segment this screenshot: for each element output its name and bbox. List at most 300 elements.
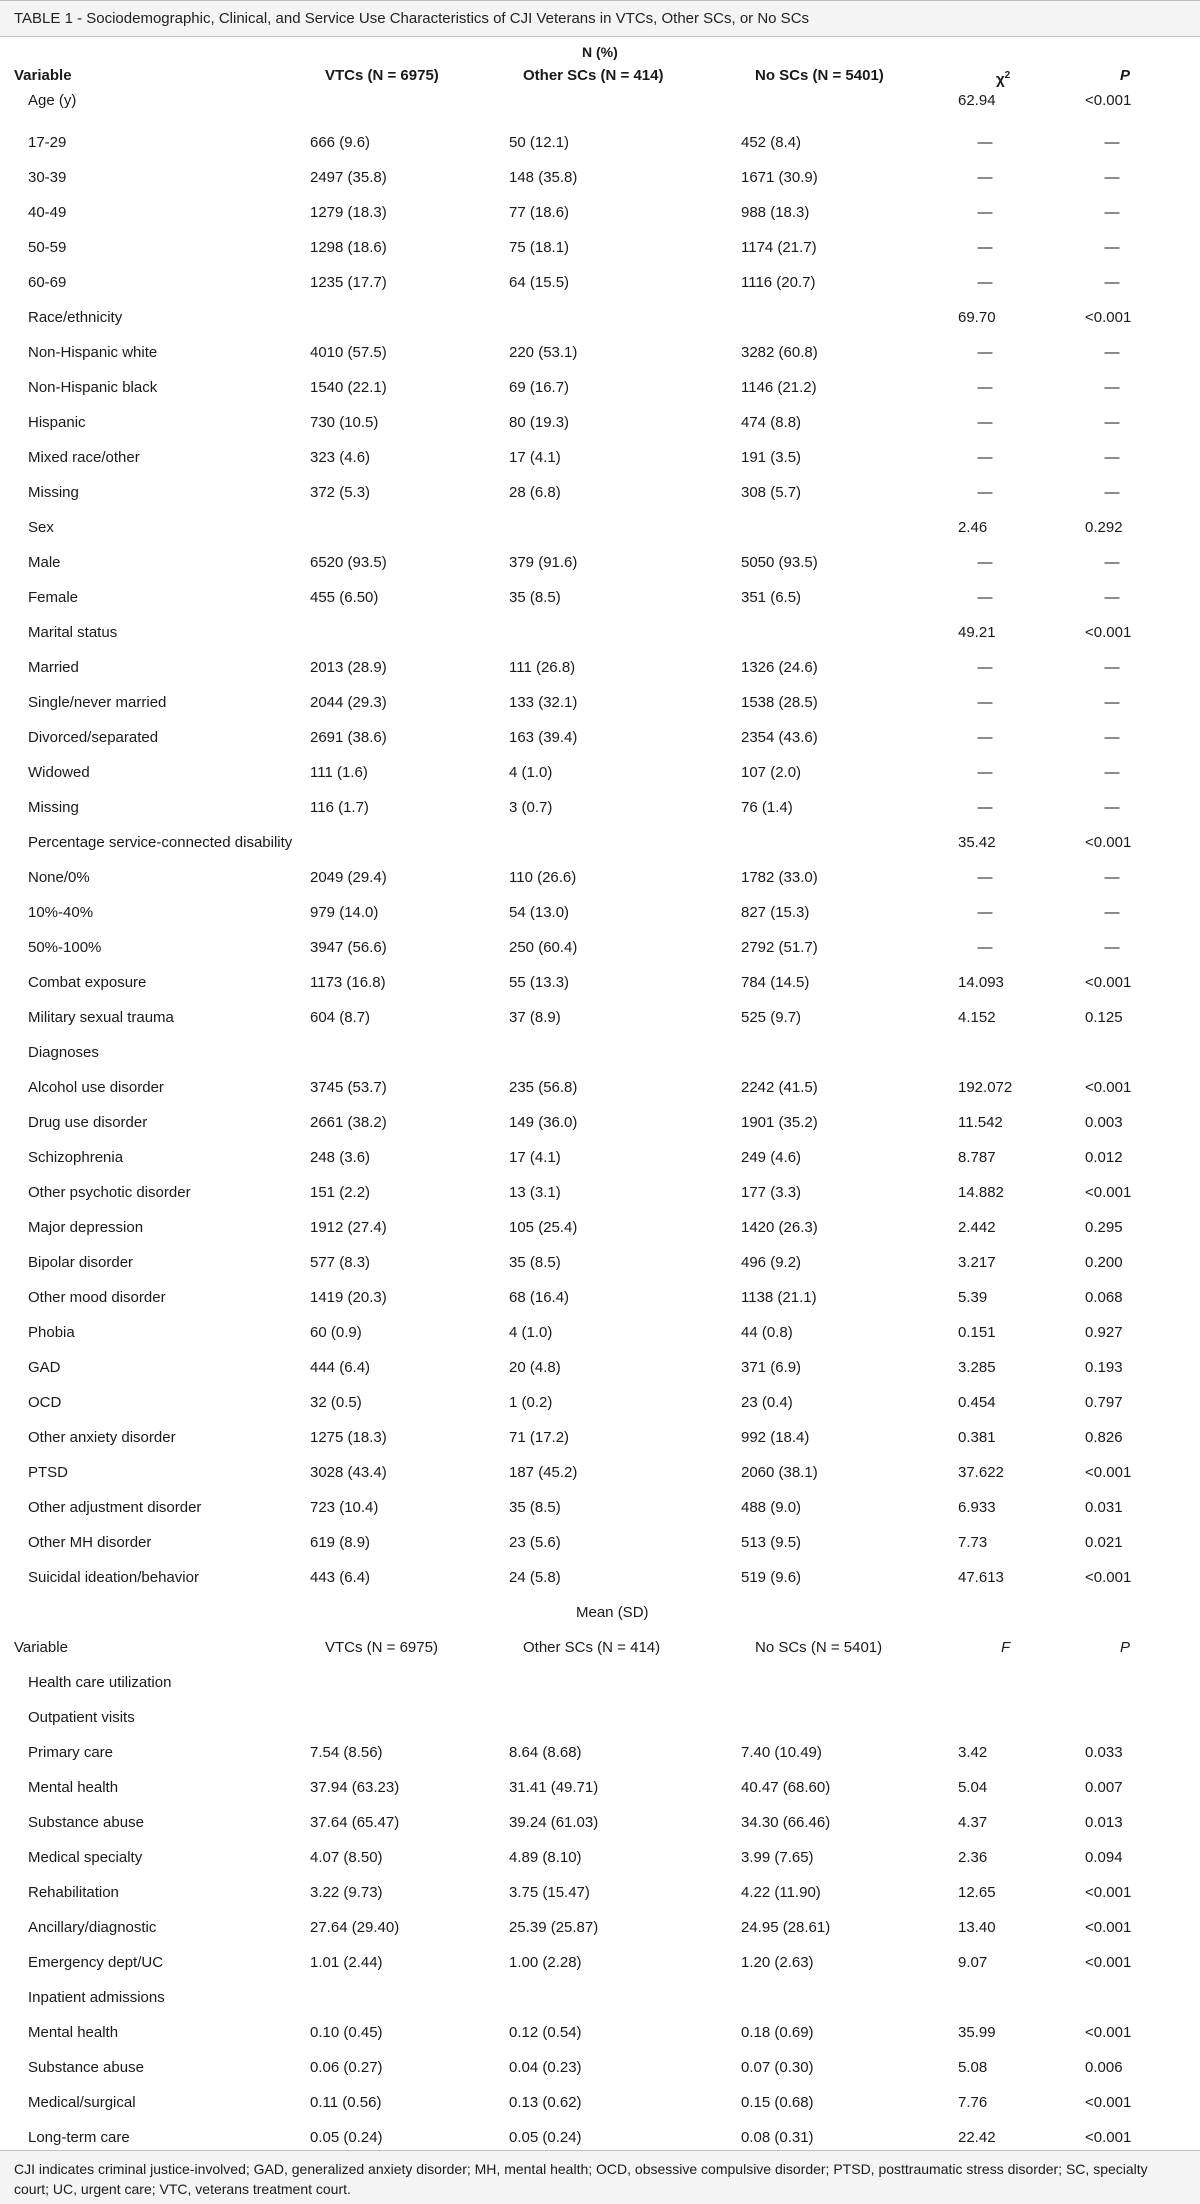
cell-p: 0.826 (1085, 1429, 1123, 1446)
cell-p: <0.001 (1085, 92, 1132, 109)
cell-none: 249 (4.6) (741, 1149, 802, 1166)
cell-none: 1782 (33.0) (741, 869, 818, 886)
cell-label: Medical/surgical (28, 2094, 136, 2111)
table-row (0, 1490, 1200, 1525)
table-row (0, 1210, 1200, 1245)
cell-p: <0.001 (1085, 2094, 1132, 2111)
cell-other: 111 (26.8) (509, 659, 576, 676)
cell-stat: 4.37 (958, 1814, 988, 1831)
cell-none: 1326 (24.6) (741, 659, 818, 676)
cell-label: Hispanic (28, 414, 86, 431)
cell-p: <0.001 (1085, 974, 1132, 991)
cell-label: Military sexual trauma (28, 1009, 174, 1026)
column-header-row (0, 61, 1200, 91)
cell-p: — (1104, 694, 1120, 711)
table-row (0, 1420, 1200, 1455)
cell-stat: — (977, 694, 993, 711)
cell-vtc: 2661 (38.2) (310, 1114, 387, 1131)
cell-other: 35 (8.5) (509, 589, 561, 606)
cell-none: 1671 (30.9) (741, 169, 818, 186)
cell-stat: — (977, 414, 993, 431)
cell-p: — (1104, 659, 1120, 676)
cell-stat: 7.76 (958, 2094, 988, 2111)
table-row (0, 1875, 1200, 1910)
cell-p: — (1104, 764, 1120, 781)
cell-none: 1138 (21.1) (741, 1289, 817, 1306)
cell-p: — (1104, 449, 1120, 466)
cell-stat: 4.152 (958, 1009, 996, 1026)
table-row (0, 895, 1200, 930)
cell-none: 2354 (43.6) (741, 729, 818, 746)
cell-vtc: 1.01 (2.44) (310, 1954, 383, 1971)
cell-p: — (1104, 379, 1120, 396)
cell-stat: — (977, 659, 993, 676)
cell-other: 64 (15.5) (509, 274, 570, 291)
cell-label: Marital status (28, 624, 118, 641)
cell-none: 1538 (28.5) (741, 694, 818, 711)
table-row (0, 1350, 1200, 1385)
cell-label: GAD (28, 1359, 61, 1376)
cell-vtc: 248 (3.6) (310, 1149, 371, 1166)
cell-vtc: 1419 (20.3) (310, 1289, 387, 1306)
cell-p: <0.001 (1085, 2024, 1132, 2041)
cell-none: 0.18 (0.69) (741, 2024, 814, 2041)
table-row (0, 510, 1200, 545)
cell-vtc: 979 (14.0) (310, 904, 379, 921)
cell-none: 24.95 (28.61) (741, 1919, 831, 1936)
table-row (0, 1665, 1200, 1700)
cell-stat: 192.072 (958, 1079, 1013, 1096)
cell-other: 54 (13.0) (509, 904, 570, 921)
cell-stat: — (977, 274, 993, 291)
cell-vtc: 3.22 (9.73) (310, 1884, 383, 1901)
cell-other: 4 (1.0) (509, 1324, 553, 1341)
cell-stat: — (977, 729, 993, 746)
cell-vtc: 37.64 (65.47) (310, 1814, 400, 1831)
table-row (0, 1070, 1200, 1105)
cell-none: 525 (9.7) (741, 1009, 802, 1026)
cell-p: 0.006 (1085, 2059, 1123, 2076)
cell-label: Female (28, 589, 79, 606)
cell-vtc: 7.54 (8.56) (310, 1744, 383, 1761)
cell-other: 0.12 (0.54) (509, 2024, 582, 2041)
cell-p: — (1104, 589, 1120, 606)
cell-stat: — (977, 799, 993, 816)
cell-stat: 3.217 (958, 1254, 996, 1271)
cell-label: Mixed race/other (28, 449, 140, 466)
header2-f: F (1001, 1639, 1011, 1656)
cell-p: — (1104, 169, 1120, 186)
table-row (0, 860, 1200, 895)
cell-none: 0.08 (0.31) (741, 2129, 814, 2146)
cell-none: 177 (3.3) (741, 1184, 802, 1201)
cell-stat: 35.99 (958, 2024, 996, 2041)
cell-stat: — (977, 169, 993, 186)
cell-other: 25.39 (25.87) (509, 1919, 599, 1936)
header-p: P (1120, 67, 1131, 84)
cell-p: — (1104, 239, 1120, 256)
cell-vtc: 60 (0.9) (310, 1324, 362, 1341)
cell-other: 35 (8.5) (509, 1499, 561, 1516)
cell-stat: 62.94 (958, 92, 996, 109)
cell-other: 77 (18.6) (509, 204, 570, 221)
cell-p: 0.295 (1085, 1219, 1123, 1236)
cell-p: — (1104, 799, 1120, 816)
cell-p: <0.001 (1085, 834, 1132, 851)
cell-none: 1174 (21.7) (741, 239, 817, 256)
cell-stat: — (977, 204, 993, 221)
cell-vtc: 1540 (22.1) (310, 379, 387, 396)
cell-stat: — (977, 869, 993, 886)
cell-stat: — (977, 939, 993, 956)
cell-p: <0.001 (1085, 624, 1132, 641)
cell-label: Divorced/separated (28, 729, 159, 746)
table-row (0, 755, 1200, 790)
table-row (0, 230, 1200, 265)
cell-none: 1116 (20.7) (741, 274, 816, 291)
cell-none: 2060 (38.1) (741, 1464, 818, 1481)
cell-vtc: 2497 (35.8) (310, 169, 387, 186)
cell-stat: — (977, 134, 993, 151)
cell-p: 0.193 (1085, 1359, 1123, 1376)
cell-p: 0.200 (1085, 1254, 1123, 1271)
cell-vtc: 0.05 (0.24) (310, 2129, 383, 2146)
cell-stat: — (977, 344, 993, 361)
cell-label: Ancillary/diagnostic (28, 1919, 157, 1936)
table-title: TABLE 1 - Sociodemographic, Clinical, and Service Use Characteristics of CJI Veterans in VTCs, Other SCs, or No SCs (0, 0, 1200, 37)
table-row (0, 720, 1200, 755)
cell-none: 40.47 (68.60) (741, 1779, 831, 1796)
mean-sd-header-row (0, 1595, 1200, 1630)
cell-none: 827 (15.3) (741, 904, 810, 921)
cell-label: 40-49 (28, 204, 67, 221)
cell-label: Married (28, 659, 79, 676)
cell-label: 10%-40% (28, 904, 94, 921)
cell-p: <0.001 (1085, 2129, 1132, 2146)
cell-label: Non-Hispanic black (28, 379, 158, 396)
cell-other: 50 (12.1) (509, 134, 570, 151)
cell-vtc: 0.06 (0.27) (310, 2059, 383, 2076)
cell-other: 250 (60.4) (509, 939, 578, 956)
cell-p: 0.292 (1085, 519, 1123, 536)
cell-label: Schizophrenia (28, 1149, 124, 1166)
cell-none: 2242 (41.5) (741, 1079, 818, 1096)
cell-none: 0.07 (0.30) (741, 2059, 814, 2076)
cell-vtc: 3028 (43.4) (310, 1464, 387, 1481)
header-other-sc: Other SCs (N = 414) (523, 67, 664, 84)
table-row (0, 545, 1200, 580)
cell-stat: — (977, 379, 993, 396)
cell-stat: 5.04 (958, 1779, 988, 1796)
cell-vtc: 619 (8.9) (310, 1534, 371, 1551)
header-chi-square (996, 61, 1010, 91)
cell-p: <0.001 (1085, 1884, 1132, 1901)
cell-label: Phobia (28, 1324, 75, 1341)
cell-p: <0.001 (1085, 1569, 1132, 1586)
cell-other: 17 (4.1) (509, 449, 561, 466)
table-row (0, 1140, 1200, 1175)
cell-other: 17 (4.1) (509, 1149, 561, 1166)
cell-p: — (1104, 904, 1120, 921)
cell-vtc: 2049 (29.4) (310, 869, 387, 886)
cell-vtc: 2044 (29.3) (310, 694, 387, 711)
chi-superscript: 2 (1004, 70, 1011, 81)
table-row (0, 475, 1200, 510)
table-row (0, 1945, 1200, 1980)
cell-other: 0.04 (0.23) (509, 2059, 582, 2076)
cell-none: 76 (1.4) (741, 799, 793, 816)
cell-vtc: 666 (9.6) (310, 134, 371, 151)
cell-label: Other psychotic disorder (28, 1184, 191, 1201)
table-row (0, 405, 1200, 440)
cell-label: Health care utilization (28, 1674, 172, 1691)
cell-p: 0.003 (1085, 1114, 1123, 1131)
cell-label: Emergency dept/UC (28, 1954, 164, 1971)
cell-other: 1 (0.2) (509, 1394, 553, 1411)
cell-other: 23 (5.6) (509, 1534, 561, 1551)
cell-none: 191 (3.5) (741, 449, 802, 466)
table-row (0, 160, 1200, 195)
cell-vtc: 4.07 (8.50) (310, 1849, 383, 1866)
cell-p: 0.013 (1085, 1814, 1123, 1831)
table-row (0, 440, 1200, 475)
cell-none: 23 (0.4) (741, 1394, 793, 1411)
cell-vtc: 3745 (53.7) (310, 1079, 387, 1096)
cell-none: 5050 (93.5) (741, 554, 818, 571)
cell-label: Race/ethnicity (28, 309, 123, 326)
table-row (0, 825, 1200, 860)
cell-label: Other mood disorder (28, 1289, 166, 1306)
cell-label: Missing (28, 799, 79, 816)
cell-label: Age (y) (28, 92, 77, 109)
cell-other: 35 (8.5) (509, 1254, 561, 1271)
cell-vtc: 577 (8.3) (310, 1254, 371, 1271)
table-row (0, 125, 1200, 160)
cell-label: Long-term care (28, 2129, 130, 2146)
cell-none: 7.40 (10.49) (741, 1744, 822, 1761)
cell-p: 0.094 (1085, 1849, 1123, 1866)
cell-p: <0.001 (1085, 1184, 1132, 1201)
cell-stat: 35.42 (958, 834, 996, 851)
cell-stat: 11.542 (958, 1114, 1003, 1131)
cell-p: <0.001 (1085, 1954, 1132, 1971)
table-row (0, 1560, 1200, 1595)
cell-none: 107 (2.0) (741, 764, 802, 781)
cell-none: 4.22 (11.90) (741, 1884, 821, 1901)
header2-other-sc: Other SCs (N = 414) (523, 1639, 661, 1656)
cell-label: Other adjustment disorder (28, 1499, 202, 1516)
header2-vtc: VTCs (N = 6975) (325, 1639, 438, 1656)
cell-stat: — (977, 589, 993, 606)
cell-label: Male (28, 554, 61, 571)
table-row (0, 1770, 1200, 1805)
cell-p: — (1104, 939, 1120, 956)
cell-label: None/0% (28, 869, 90, 886)
cell-stat: 49.21 (958, 624, 996, 641)
cell-vtc: 4010 (57.5) (310, 344, 387, 361)
table-row (0, 91, 1200, 125)
cell-vtc: 1275 (18.3) (310, 1429, 387, 1446)
cell-p: — (1104, 204, 1120, 221)
cell-stat: 9.07 (958, 1954, 988, 1971)
cell-stat: 13.40 (958, 1919, 996, 1936)
cell-other: 31.41 (49.71) (509, 1779, 599, 1796)
cell-label: Medical specialty (28, 1849, 143, 1866)
table-row (0, 685, 1200, 720)
cell-none: 784 (14.5) (741, 974, 810, 991)
cell-vtc: 0.11 (0.56) (310, 2094, 382, 2111)
cell-other: 71 (17.2) (509, 1429, 570, 1446)
cell-p: 0.068 (1085, 1289, 1123, 1306)
cell-stat: — (977, 449, 993, 466)
cell-none: 513 (9.5) (741, 1534, 802, 1551)
cell-other: 163 (39.4) (509, 729, 578, 746)
n-percent-header-row (0, 37, 1200, 61)
cell-vtc: 1279 (18.3) (310, 204, 387, 221)
cell-label: Rehabilitation (28, 1884, 119, 1901)
chi-label: χ (996, 71, 1005, 88)
cell-other: 0.05 (0.24) (509, 2129, 582, 2146)
cell-label: 50%-100% (28, 939, 102, 956)
cell-stat: 2.442 (958, 1219, 996, 1236)
cell-other: 0.13 (0.62) (509, 2094, 582, 2111)
table-row (0, 2050, 1200, 2085)
cell-label: Sex (28, 519, 54, 536)
cell-other: 80 (19.3) (509, 414, 570, 431)
cell-stat: 5.39 (958, 1289, 988, 1306)
cell-p: 0.021 (1085, 1534, 1123, 1551)
cell-label: Suicidal ideation/behavior (28, 1569, 199, 1586)
cell-label: Inpatient admissions (28, 1989, 165, 2006)
cell-label: Substance abuse (28, 2059, 144, 2076)
cell-p: 0.125 (1085, 1009, 1123, 1026)
table-row (0, 1735, 1200, 1770)
cell-p: 0.031 (1085, 1499, 1123, 1516)
cell-label: Single/never married (28, 694, 167, 711)
cell-label: Substance abuse (28, 1814, 144, 1831)
table-row (0, 335, 1200, 370)
cell-stat: 22.42 (958, 2129, 996, 2146)
cell-other: 187 (45.2) (509, 1464, 578, 1481)
cell-stat: — (977, 764, 993, 781)
cell-p: — (1104, 134, 1120, 151)
cell-other: 55 (13.3) (509, 974, 570, 991)
cell-none: 496 (9.2) (741, 1254, 802, 1271)
cell-stat: 12.65 (958, 1884, 996, 1901)
cell-label: Missing (28, 484, 79, 501)
cell-label: Non-Hispanic white (28, 344, 158, 361)
cell-stat: 2.36 (958, 1849, 988, 1866)
table-row (0, 2015, 1200, 2050)
cell-none: 488 (9.0) (741, 1499, 802, 1516)
cell-vtc: 1173 (16.8) (310, 974, 386, 991)
table-row (0, 300, 1200, 335)
cell-label: Other anxiety disorder (28, 1429, 176, 1446)
header2-p: P (1120, 1639, 1131, 1656)
table-body-means (0, 1665, 1200, 2155)
cell-stat: — (977, 239, 993, 256)
cell-label: Mental health (28, 1779, 119, 1796)
cell-p: <0.001 (1085, 309, 1132, 326)
cell-other: 20 (4.8) (509, 1359, 561, 1376)
cell-vtc: 455 (6.50) (310, 589, 379, 606)
cell-p: — (1104, 554, 1120, 571)
cell-other: 220 (53.1) (509, 344, 578, 361)
cell-other: 39.24 (61.03) (509, 1814, 599, 1831)
cell-stat: 47.613 (958, 1569, 1004, 1586)
cell-label: 17-29 (28, 134, 67, 151)
cell-label: 50-59 (28, 239, 67, 256)
cell-vtc: 2691 (38.6) (310, 729, 387, 746)
cell-p: 0.007 (1085, 1779, 1123, 1796)
table-row (0, 195, 1200, 230)
cell-none: 3.99 (7.65) (741, 1849, 814, 1866)
table-row (0, 615, 1200, 650)
cell-none: 44 (0.8) (741, 1324, 793, 1341)
cell-vtc: 151 (2.2) (310, 1184, 371, 1201)
cell-other: 4 (1.0) (509, 764, 553, 781)
cell-label: Major depression (28, 1219, 144, 1236)
cell-stat: 37.622 (958, 1464, 1004, 1481)
cell-stat: 5.08 (958, 2059, 988, 2076)
cell-other: 13 (3.1) (509, 1184, 561, 1201)
cell-vtc: 604 (8.7) (310, 1009, 371, 1026)
table-row (0, 1280, 1200, 1315)
cell-stat: 7.73 (958, 1534, 988, 1551)
cell-none: 0.15 (0.68) (741, 2094, 814, 2111)
cell-other: 28 (6.8) (509, 484, 561, 501)
header-variable: Variable (14, 67, 72, 84)
cell-vtc: 443 (6.4) (310, 1569, 371, 1586)
table-row (0, 790, 1200, 825)
header-no-sc: No SCs (N = 5401) (755, 67, 884, 84)
cell-stat: 6.933 (958, 1499, 996, 1516)
table-body-counts (0, 91, 1200, 1595)
table-row (0, 965, 1200, 1000)
table-row (0, 1980, 1200, 2015)
mean-sd-header: Mean (SD) (576, 1604, 649, 1621)
cell-other: 133 (32.1) (509, 694, 578, 711)
cell-label: Widowed (28, 764, 90, 781)
cell-stat: 0.454 (958, 1394, 996, 1411)
cell-label: Other MH disorder (28, 1534, 152, 1551)
cell-none: 988 (18.3) (741, 204, 810, 221)
cell-vtc: 111 (1.6) (310, 764, 368, 781)
cell-other: 37 (8.9) (509, 1009, 561, 1026)
cell-stat: 8.787 (958, 1149, 996, 1166)
cell-none: 34.30 (66.46) (741, 1814, 831, 1831)
cell-stat: — (977, 904, 993, 921)
cell-stat: 14.093 (958, 974, 1004, 991)
cell-other: 8.64 (8.68) (509, 1744, 582, 1761)
cell-none: 308 (5.7) (741, 484, 802, 501)
cell-label: Alcohol use disorder (28, 1079, 164, 1096)
cell-vtc: 37.94 (63.23) (310, 1779, 400, 1796)
cell-vtc: 444 (6.4) (310, 1359, 371, 1376)
cell-p: — (1104, 344, 1120, 361)
cell-none: 1146 (21.2) (741, 379, 817, 396)
cell-label: Bipolar disorder (28, 1254, 134, 1271)
cell-vtc: 27.64 (29.40) (310, 1919, 400, 1936)
cell-none: 2792 (51.7) (741, 939, 818, 956)
cell-other: 69 (16.7) (509, 379, 570, 396)
table-footnote: CJI indicates criminal justice-involved; GAD, generalized anxiety disorder; MH, mental health; OCD, obsessive compulsive disorder; PTSD, posttraumatic stress disorder; SC, specialty court; UC, urgent care; VTC, veterans treatment court. (0, 2150, 1200, 2204)
cell-label: Diagnoses (28, 1044, 99, 1061)
table-row (0, 580, 1200, 615)
column-header-row-2 (0, 1630, 1200, 1665)
cell-p: <0.001 (1085, 1079, 1132, 1096)
cell-p: 0.797 (1085, 1394, 1123, 1411)
